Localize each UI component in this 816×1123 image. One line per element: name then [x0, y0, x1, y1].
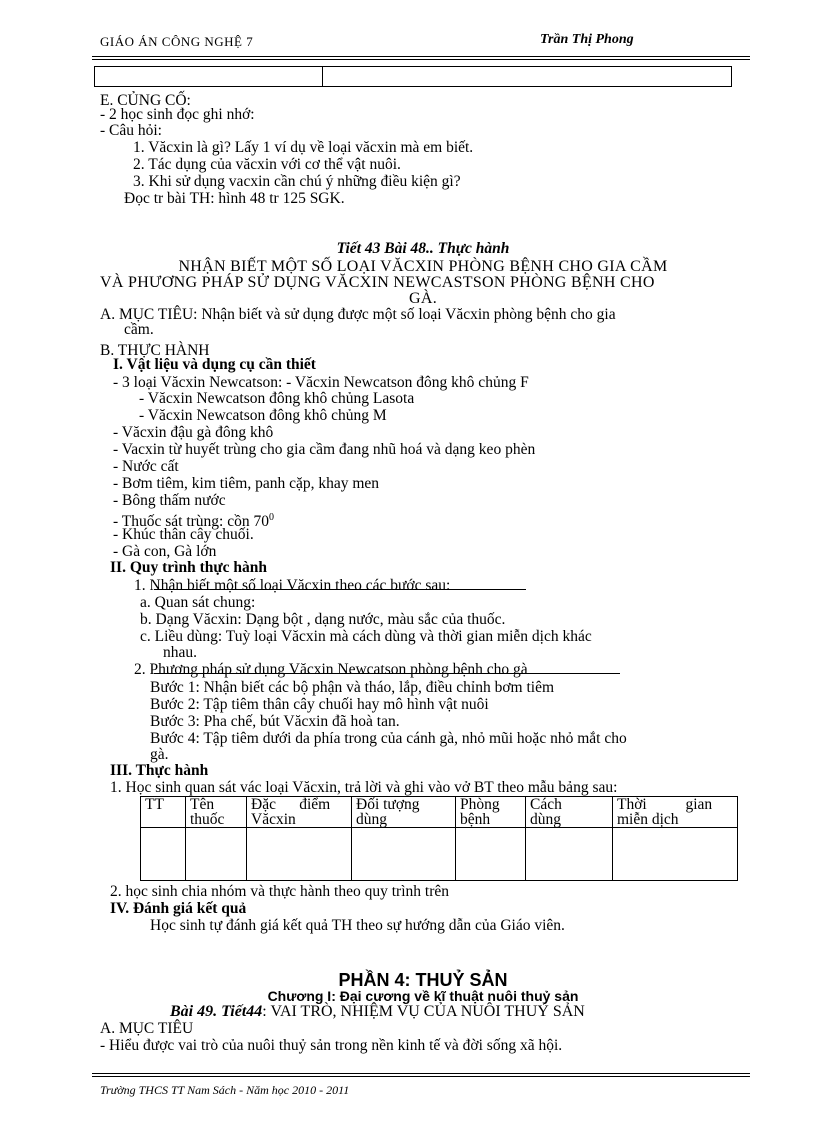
- step2-strike: [154, 673, 620, 674]
- header-line: Đặc điểm: [251, 796, 331, 813]
- step2-item: Bước 2: Tập tiêm thân cây chuối hay mô hình vật nuôi: [150, 696, 489, 713]
- step1-item: a. Quan sát chung:: [140, 594, 256, 611]
- part4-title: PHẦN 4: THUỶ SẢN: [338, 970, 508, 990]
- table-remnant-top: [94, 66, 732, 67]
- table-cell: [613, 828, 738, 881]
- header-rule-bottom: [92, 59, 750, 60]
- material-item: - Nước cất: [113, 458, 179, 475]
- reading-note: Đọc tr bài TH: hình 48 tr 125 SGK.: [124, 190, 345, 207]
- question-item: 3. Khi sử dụng vacxin cần chú ý những điều kiện gì?: [133, 173, 461, 190]
- step2-item-cont: gà.: [150, 746, 169, 763]
- material-item: - Bông thấm nước: [113, 492, 226, 509]
- footer-text: Trường THCS TT Nam Sách - Năm học 2010 - 2011: [100, 1083, 350, 1097]
- table-cell: [247, 828, 352, 881]
- table-header-cell: [456, 797, 526, 828]
- part4-objective-heading: A. MỤC TIÊU: [100, 1020, 194, 1037]
- step2-item: Bước 4: Tập tiêm dưới da phía trong của cánh gà, nhỏ mũi hoặc nhỏ mắt cho: [150, 730, 627, 747]
- lesson49-line: [170, 1003, 585, 1021]
- table-remnant-mid: [322, 66, 323, 86]
- header-line: Cách: [530, 796, 562, 813]
- table-header-cell: [141, 797, 186, 828]
- practice3-line2: 2. học sinh chia nhóm và thực hành theo quy trình trên: [110, 883, 449, 900]
- footer-rule-bottom: [92, 1076, 750, 1077]
- step2-item: Bước 3: Pha chế, bút Văcxin đã hoà tan.: [150, 713, 400, 730]
- header-line: Đối tượng: [356, 796, 420, 813]
- lesson49-label: Bài 49. Tiết44: [170, 1003, 263, 1020]
- table-remnant-bottom: [94, 86, 732, 87]
- header-line: TT: [145, 796, 164, 813]
- table-header-row: [141, 797, 738, 828]
- question-item: 2. Tác dụng của văcxin với cơ thể vật nuôi.: [133, 156, 401, 173]
- material-item: - Gà con, Gà lớn: [113, 543, 217, 560]
- step1-strike: [154, 589, 526, 590]
- practice-heading: B. THỰC HÀNH: [100, 342, 210, 359]
- table-header-cell: [613, 797, 738, 828]
- header-line: bệnh: [460, 811, 491, 828]
- step1-heading: 1. Nhận biết một số loại Văcxin theo các bước sau:: [134, 577, 451, 594]
- table-header-cell: [352, 797, 456, 828]
- table-cell: [456, 828, 526, 881]
- table-header-cell: [526, 797, 613, 828]
- lesson-title-line2: VÀ PHƯƠNG PHÁP SỬ DỤNG VĂCXIN NEWCASTSON PHÒNG BỆNH CHO: [100, 274, 655, 291]
- table-cell: [526, 828, 613, 881]
- table-row: [141, 828, 738, 881]
- header-line: dùng: [356, 811, 387, 828]
- eval-heading: IV. Đánh giá kết quả: [110, 900, 247, 917]
- lesson-title-line1: NHẬN BIẾT MỘT SỐ LOẠI VĂCXIN PHÒNG BỆNH CHO GIA CẦM: [178, 258, 668, 275]
- material-item: - Văcxin Newcatson đông khô chủng M: [139, 407, 387, 424]
- table-remnant-left: [94, 66, 95, 86]
- header-line: Tên: [190, 796, 215, 813]
- material-item: - Văcxin Newcatson đông khô chủng Lasota: [139, 390, 415, 407]
- process-heading: II. Quy trình thực hành: [110, 559, 268, 576]
- table-cell: [186, 828, 247, 881]
- material-item: - 3 loại Văcxin Newcatson: - Văcxin Newcatson đông khô chủng F: [113, 374, 529, 391]
- header-rule-top: [92, 56, 750, 57]
- lesson-label: Tiết 43 Bài 48.. Thực hành: [336, 240, 510, 257]
- step2-item: Bước 1: Nhận biết các bộ phận và tháo, lắp, điều chỉnh bơm tiêm: [150, 679, 555, 696]
- section-e-line: - Câu hỏi:: [100, 122, 162, 139]
- objective-line1: A. MỤC TIÊU: Nhận biết và sử dụng được một số loại Văcxin phòng bệnh cho gia: [100, 306, 616, 323]
- practice3-heading: III. Thực hành: [110, 762, 209, 779]
- part4-objective-line: - Hiểu được vai trò của nuôi thuỷ sản trong nền kinh tế và đời sống xã hội.: [100, 1037, 563, 1054]
- table-cell: [141, 828, 186, 881]
- header-line: Thời gian: [617, 796, 713, 813]
- table-header-cell: [247, 797, 352, 828]
- degree-superscript: 0: [268, 512, 274, 523]
- header-right: Trần Thị Phong: [540, 32, 634, 47]
- header-line: miễn dịch: [617, 811, 679, 828]
- material-item: - Khúc thân cây chuối.: [113, 526, 254, 543]
- objective-line2: cầm.: [124, 321, 154, 338]
- material-item: - Bơm tiêm, kim tiêm, panh cặp, khay men: [113, 475, 380, 492]
- practice3-line1: 1. Học sinh quan sát vác loại Văcxin, trả lời và ghi vào vở BT theo mẫu bảng sau:: [110, 779, 618, 796]
- material-item-text: - Thuốc sát trùng: cồn 70: [113, 513, 269, 531]
- step1-item-cont: nhau.: [163, 644, 198, 661]
- header-line: Văcxin: [251, 811, 296, 828]
- step2-heading: 2. Phương pháp sử dụng Văcxin Newcatson phòng bệnh cho gà: [134, 661, 528, 678]
- header-line: thuốc: [190, 811, 225, 828]
- question-item: 1. Văcxin là gì? Lấy 1 ví dụ về loại văcxin mà em biết.: [133, 139, 474, 156]
- step1-item: c. Liều dùng: Tuỳ loại Văcxin mà cách dùng và thời gian miễn dịch khác: [140, 628, 592, 645]
- header-line: Phòng: [460, 796, 500, 813]
- table-cell: [352, 828, 456, 881]
- table-header-cell: [186, 797, 247, 828]
- practice-table: [140, 796, 738, 881]
- section-e-heading: E. CỦNG CỐ:: [100, 92, 191, 109]
- header-line: dùng: [530, 811, 561, 828]
- material-item: - Văcxin đậu gà đông khô: [113, 424, 274, 441]
- chapter-title: Chương I: Đại cương về kĩ thuật nuôi thuỷ sản: [267, 988, 579, 1004]
- step1-item: b. Dạng Văcxin: Dạng bột , dạng nước, màu sắc của thuốc.: [140, 611, 506, 628]
- footer-rule-top: [92, 1073, 750, 1074]
- lesson49-title: : VAI TRÒ, NHIỆM VỤ CỦA NUÔI THUỶ SẢN: [262, 1003, 585, 1020]
- material-item: - Vacxin từ huyết trùng cho gia cầm đang nhũ hoá và dạng keo phèn: [113, 441, 536, 458]
- table-remnant-right: [731, 66, 732, 86]
- section-e-line: - 2 học sinh đọc ghi nhớ:: [100, 106, 255, 123]
- lesson-title-line3: GÀ.: [408, 290, 437, 307]
- header-left: GIÁO ÁN CÔNG NGHỆ 7: [100, 34, 254, 49]
- materials-heading: I. Vật liệu và dụng cụ cần thiết: [113, 356, 316, 373]
- eval-text: Học sinh tự đánh giá kết quả TH theo sự hướng dẫn của Giáo viên.: [150, 917, 565, 934]
